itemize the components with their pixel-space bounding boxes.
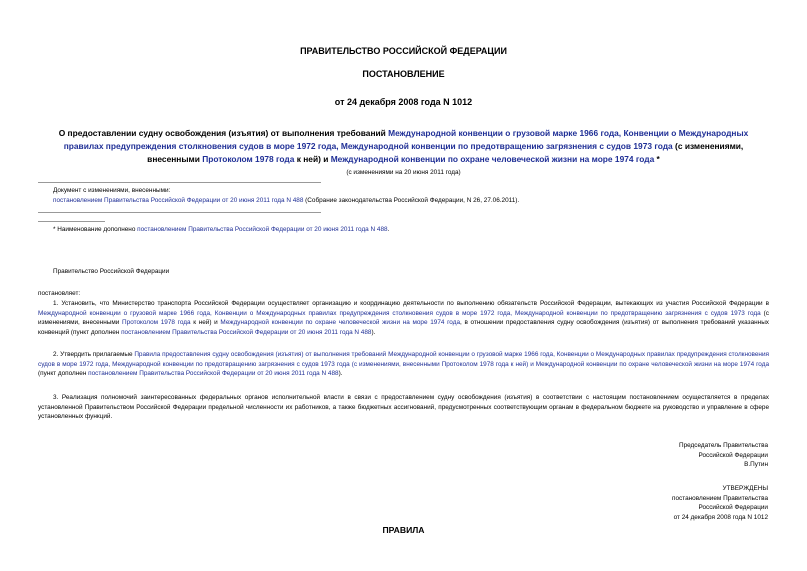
title-link-conventions[interactable]: Международной конвенции о грузовой марке 1966 года, Конвенции о Международных правилах предупреждения столкновения судов в море 1972 года, Международной конвенции по предотвращению загрязнения с судов 1973 года	[63, 128, 749, 151]
approved-date: от 24 декабря 2008 года N 1012	[673, 513, 768, 521]
paragraph-3: 3. Реализация полномочий заинтересованных федеральных органов исполнительной власти в связи с предоставлением судну освобождения (изъятия) в соответствии с настоящим постановлением осуществляется в пределах установленной Правительством Российской Федерации предельной численности их работников, а также бюджетных ассигнований, предусмотренных соответствующим органам в федеральном бюджете на руководство и управление в сфере установленных функций.	[38, 394, 769, 421]
document-title	[40, 127, 767, 165]
paragraph-text: ).	[338, 370, 343, 378]
approved-label: УТВЕРЖДЕНЫ	[722, 485, 768, 492]
title-text: к ней) и	[294, 153, 331, 164]
footnote-divider	[38, 221, 105, 222]
title-link-solas[interactable]: Международной конвенции по охране человеческой жизни на море 1974 года	[330, 153, 655, 164]
changes-note: (с изменениями на 20 июня 2011 года)	[346, 169, 461, 176]
p1-link-decree[interactable]: постановлением Правительства Российской Федерации от 20 июня 2011 года N 488	[121, 328, 372, 336]
decides: постановляет:	[38, 290, 81, 297]
signature-block	[560, 441, 768, 470]
footnote	[53, 225, 769, 235]
paragraph-text: , в отношении предоставления судну освобождения (изъятия) от выполнения требований указанных конвенций (пункт дополнен	[38, 319, 769, 336]
signature-name: В.Путин	[744, 461, 768, 469]
paragraph-text: (с изменениями, внесенными	[38, 309, 769, 327]
rules-heading: ПРАВИЛА	[382, 525, 425, 535]
paragraph-text: к ней) и	[190, 319, 221, 327]
approval-stamp	[560, 484, 768, 522]
title-link-protocol[interactable]: Протоколом 1978 года	[202, 153, 295, 164]
document-type: ПОСТАНОВЛЕНИЕ	[362, 69, 445, 79]
signature-title: Председатель Правительства	[679, 442, 768, 449]
government-subject: Правительство Российской Федерации	[53, 268, 170, 275]
paragraph-text: 1. Установить, что Министерство транспорта Российской Федерации осуществляет организацию и координацию деятельности по выполнению обязательств Российской Федерации, вытекающих из участия Российской Федерации в	[53, 300, 769, 307]
paragraph-text: 2. Утвердить прилагаемые	[53, 351, 135, 358]
footnote-text: .	[387, 226, 390, 233]
paragraph-1	[38, 299, 769, 337]
title-text: *	[654, 153, 660, 164]
document-date-number: от 24 декабря 2008 года N 1012	[334, 97, 473, 107]
paragraph-text: ).	[371, 328, 376, 336]
footnote-text: * Наименование дополнено	[53, 226, 138, 233]
title-text: (с изменениями, внесенными	[147, 140, 744, 164]
amendments-list	[53, 196, 769, 206]
amendments-intro: Документ с изменениями, внесенными:	[53, 187, 171, 194]
approved-by: постановлением Правительства	[672, 494, 768, 502]
amendment-source: (Собрание законодательства Российской Федерации, N 26, 27.06.2011).	[303, 197, 520, 204]
paragraph-2	[38, 350, 769, 379]
divider	[38, 212, 321, 213]
p1-link-conventions[interactable]: Международной конвенции о грузовой марке 1966 года, Конвенции о Международных правилах предупреждения столкновения судов в море 1972 года, Международной конвенции по предотвращению загрязнения с судов 1973 года	[38, 309, 761, 317]
footnote-link[interactable]: постановлением Правительства Российской Федерации от 20 июня 2011 года N 488	[137, 226, 388, 233]
title-text: О предоставлении судну освобождения (изъятия) от выполнения требований	[58, 128, 389, 138]
approved-org: Российской Федерации	[698, 504, 768, 512]
divider	[38, 182, 321, 183]
paragraph-text: (пункт дополнен	[38, 370, 89, 378]
amendment-link[interactable]: постановлением Правительства Российской Федерации от 20 июня 2011 года N 488	[53, 197, 304, 204]
signature-org: Российской Федерации	[698, 451, 768, 459]
p1-link-protocol[interactable]: Протоколом 1978 года	[122, 319, 191, 327]
p1-link-solas[interactable]: Международной конвенции по охране человеческой жизни на море 1974 года	[220, 319, 461, 327]
p2-link-decree[interactable]: постановлением Правительства Российской Федерации от 20 июня 2011 года N 488	[88, 370, 339, 378]
government-heading: ПРАВИТЕЛЬСТВО РОССИЙСКОЙ ФЕДЕРАЦИИ	[300, 46, 507, 56]
p2-link-rules[interactable]: Правила предоставления судну освобождения (изъятия) от выполнения требований Международной конвенции о грузовой марке 1966 года, Конвенции о Международных правилах предупреждения столкновения судов в море 1972 года, Международной конвенции по предотвращению загрязнения с судов 1973 года (с изменениями, внесенными Протоколом 1978 года к ней) и Международной конвенции по охране человеческой жизни на море 1974 года	[38, 351, 769, 368]
